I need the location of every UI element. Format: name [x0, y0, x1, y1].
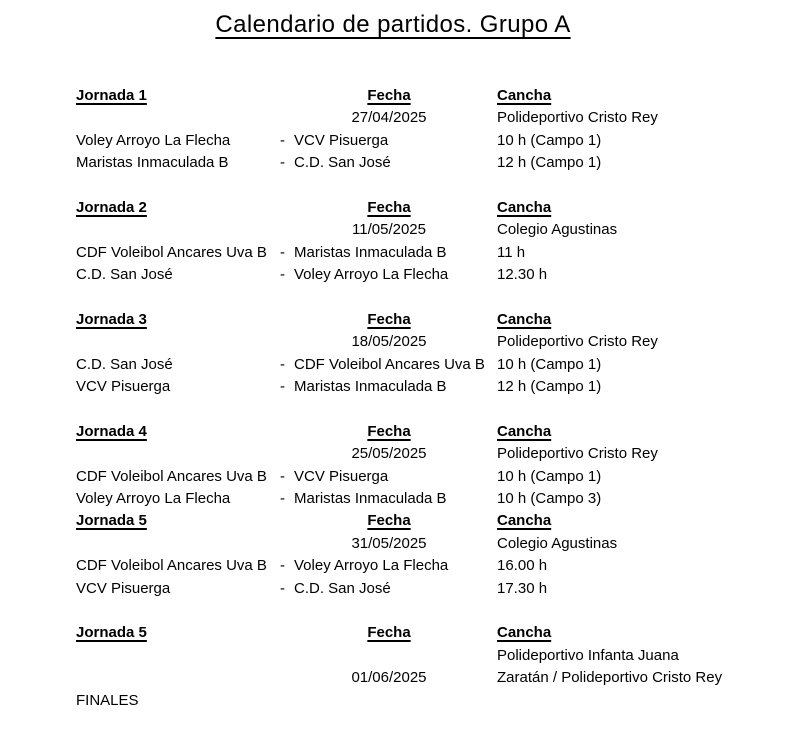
jornada-header: Jornada 2 [76, 198, 147, 216]
date-venue-row [0, 443, 786, 465]
home-team: CDF Voleibol Ancares Uva B [76, 557, 267, 575]
section-header-row-jornada-3 [0, 309, 786, 331]
venue: Colegio Agustinas [497, 534, 618, 552]
home-team: CDF Voleibol Ancares Uva B [76, 243, 267, 261]
date-venue-row [0, 107, 786, 129]
match-row [0, 130, 786, 152]
match-date: 18/05/2025 [351, 333, 427, 351]
venue-line-1: Polideportivo Infanta Juana [497, 646, 679, 664]
venue-line-2: Zaratán / Polideportivo Cristo Rey [497, 669, 723, 687]
page-title [0, 9, 786, 41]
away-team: Maristas Inmaculada B [294, 378, 447, 396]
match-row [0, 152, 786, 174]
section-header-row-jornada-4 [0, 421, 786, 443]
match-time: 11 h [497, 243, 526, 261]
home-team: VCV Pisuerga [76, 579, 171, 597]
match-time: 12.30 h [497, 266, 548, 284]
away-team: VCV Pisuerga [294, 467, 389, 485]
match-time: 10 h (Campo 1) [497, 131, 602, 149]
separator-dash: - [280, 467, 285, 485]
separator-dash: - [280, 378, 285, 396]
section-header-row-jornada-2 [0, 197, 786, 219]
jornada-header: Jornada 4 [76, 422, 147, 440]
home-team: VCV Pisuerga [76, 378, 171, 396]
match-date: 01/06/2025 [351, 669, 427, 687]
section-header-row-jornada-5-finales [0, 622, 786, 644]
match-row [0, 466, 786, 488]
match-time: 12 h (Campo 1) [497, 154, 602, 172]
fecha-header: Fecha [367, 512, 411, 530]
date-venue-row [0, 533, 786, 555]
section-header-row-jornada-1 [0, 85, 786, 107]
away-team: Voley Arroyo La Flecha [294, 557, 449, 575]
fecha-header: Fecha [367, 422, 411, 440]
match-date: 25/05/2025 [351, 445, 427, 463]
match-time: 10 h (Campo 3) [497, 490, 602, 508]
date-venue-row [0, 219, 786, 241]
fecha-header: Fecha [367, 198, 411, 216]
separator-dash: - [280, 355, 285, 373]
match-time: 10 h (Campo 1) [497, 355, 602, 373]
separator-dash: - [280, 131, 285, 149]
date-venue-row [0, 331, 786, 353]
match-date: 11/05/2025 [352, 221, 426, 239]
spacer-row [0, 600, 786, 622]
away-team: C.D. San José [294, 154, 391, 172]
cancha-header: Cancha [497, 512, 552, 530]
fecha-header: Fecha [367, 310, 411, 328]
finales-label: FINALES [76, 691, 139, 709]
cancha-header: Cancha [497, 310, 552, 328]
separator-dash: - [280, 154, 285, 172]
match-date: 31/05/2025 [351, 534, 427, 552]
schedule-body [0, 85, 786, 712]
match-row [0, 376, 786, 398]
spacer-row [0, 287, 786, 309]
match-row [0, 242, 786, 264]
cancha-header: Cancha [497, 624, 552, 642]
match-date: 27/04/2025 [351, 109, 427, 127]
home-team: Voley Arroyo La Flecha [76, 490, 231, 508]
section-header-row-jornada-5 [0, 510, 786, 532]
match-time: 10 h (Campo 1) [497, 467, 602, 485]
jornada-header: Jornada 1 [76, 87, 147, 104]
venue: Polideportivo Cristo Rey [497, 109, 658, 127]
jornada-header: Jornada 5 [76, 624, 147, 642]
footer-row [0, 690, 786, 712]
separator-dash: - [280, 266, 285, 284]
fecha-header: Fecha [367, 624, 411, 642]
fecha-header: Fecha [367, 87, 411, 104]
venue: Colegio Agustinas [497, 221, 618, 239]
home-team: CDF Voleibol Ancares Uva B [76, 467, 267, 485]
away-team: C.D. San José [294, 579, 391, 597]
away-team: Maristas Inmaculada B [294, 490, 447, 508]
page-title-text: Calendario de partidos. Grupo A [215, 11, 571, 38]
date-venue-row [0, 667, 786, 689]
jornada-header: Jornada 3 [76, 310, 147, 328]
away-team: Voley Arroyo La Flecha [294, 266, 449, 284]
away-team: CDF Voleibol Ancares Uva B [294, 355, 485, 373]
away-team: VCV Pisuerga [294, 131, 389, 149]
separator-dash: - [280, 490, 285, 508]
cancha-header: Cancha [497, 87, 552, 104]
home-team: Maristas Inmaculada B [76, 154, 229, 172]
cancha-header: Cancha [497, 198, 552, 216]
spacer-row [0, 398, 786, 420]
match-row [0, 354, 786, 376]
home-team: C.D. San José [76, 355, 173, 373]
venue: Polideportivo Cristo Rey [497, 445, 658, 463]
jornada-header: Jornada 5 [76, 512, 147, 530]
match-row [0, 264, 786, 286]
home-team: C.D. San José [76, 266, 173, 284]
cancha-header: Cancha [497, 422, 552, 440]
match-time: 16.00 h [497, 557, 548, 575]
home-team: Voley Arroyo La Flecha [76, 131, 231, 149]
match-time: 17.30 h [497, 579, 548, 597]
match-row [0, 488, 786, 510]
venue-row [0, 645, 786, 667]
separator-dash: - [280, 243, 285, 261]
separator-dash: - [280, 557, 285, 575]
separator-dash: - [280, 579, 285, 597]
match-row [0, 578, 786, 600]
venue: Polideportivo Cristo Rey [497, 333, 658, 351]
match-row [0, 555, 786, 577]
away-team: Maristas Inmaculada B [294, 243, 447, 261]
spacer-row [0, 175, 786, 197]
match-time: 12 h (Campo 1) [497, 378, 602, 396]
